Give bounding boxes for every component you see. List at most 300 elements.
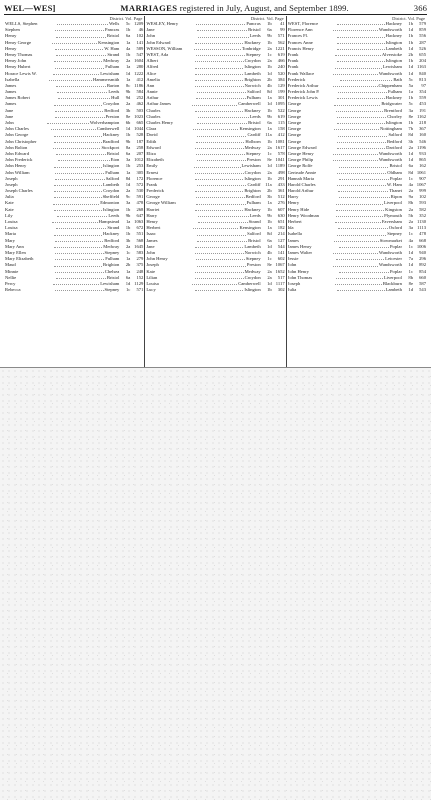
entry-district: Fulham bbox=[105, 256, 120, 262]
leader-dots bbox=[54, 182, 102, 186]
entry-volume: 2a bbox=[408, 144, 413, 150]
entry-volume: 3a bbox=[126, 157, 131, 163]
entry-district: Lambeth bbox=[385, 287, 402, 293]
entry-page: 1163 bbox=[416, 64, 426, 70]
entry-volume: 2a bbox=[125, 101, 131, 107]
entry-name: Louisa bbox=[146, 280, 159, 286]
entry-district: Fulham bbox=[105, 169, 120, 175]
entry-volume: 1b bbox=[125, 51, 131, 57]
entry-volume: 2a bbox=[408, 188, 413, 194]
leader-dots bbox=[333, 83, 377, 87]
entry-page: 141 bbox=[277, 249, 285, 255]
leader-dots bbox=[195, 170, 243, 174]
leader-dots bbox=[55, 176, 104, 180]
entry-name: Frank bbox=[146, 181, 158, 187]
entry-page: 1645 bbox=[134, 243, 144, 249]
page-number: 366 bbox=[413, 2, 427, 13]
leader-dots bbox=[333, 151, 378, 155]
entry-page: 99 bbox=[280, 27, 285, 33]
entry-name: Stephen bbox=[5, 27, 20, 33]
leader-dots bbox=[339, 176, 389, 180]
entry-volume: 3b bbox=[125, 237, 131, 243]
entry-volume: 1d bbox=[408, 287, 413, 293]
entry-district: Hampstead bbox=[98, 219, 120, 224]
entry-page: 258 bbox=[136, 144, 144, 150]
leader-dots bbox=[57, 21, 108, 25]
entry-name: George Henry bbox=[287, 150, 314, 156]
entry-name: James bbox=[146, 237, 158, 243]
entry-volume: 3a bbox=[408, 107, 413, 113]
entry-name: Kate bbox=[5, 206, 14, 212]
entry-name: Arthur James bbox=[146, 101, 171, 107]
entry-page: 543 bbox=[419, 287, 426, 293]
entry-page: 503 bbox=[136, 107, 144, 113]
entry-name: Herbert bbox=[146, 225, 161, 231]
entry-name: Lilian bbox=[146, 274, 158, 280]
entry-district: Brighton bbox=[244, 188, 261, 194]
entry-name: Albert bbox=[146, 58, 159, 64]
entry-district: Hackney bbox=[385, 21, 402, 26]
leader-dots bbox=[339, 163, 389, 167]
entry-page: 859 bbox=[419, 27, 426, 33]
leader-dots bbox=[198, 33, 249, 37]
entry-page: 551 bbox=[136, 231, 144, 237]
entry-district: Wandsworth bbox=[378, 150, 402, 156]
entry-name: Jane bbox=[5, 107, 14, 113]
entry-volume: 2a bbox=[267, 144, 272, 150]
entry-name: John Edward bbox=[5, 150, 30, 156]
entry-district: Croydon bbox=[244, 58, 261, 64]
entry-district: Medway bbox=[103, 58, 120, 64]
entry-district: Leicester bbox=[385, 256, 402, 262]
leader-dots bbox=[55, 287, 104, 291]
entry-name: James bbox=[287, 237, 299, 243]
entry-name: WELLS, Stephen bbox=[5, 21, 38, 26]
entry-volume: 3a bbox=[125, 200, 131, 206]
entry-district: Bedford bbox=[386, 138, 402, 144]
entry-district: Leeds bbox=[249, 113, 261, 119]
entry-page: 204 bbox=[419, 58, 426, 64]
entry-name: Henry Woodman bbox=[287, 212, 319, 218]
entry-volume: 2a bbox=[408, 206, 413, 212]
entry-name: Rebecca bbox=[5, 287, 21, 293]
entry-name: Charles bbox=[146, 107, 161, 113]
entry-volume: 8d bbox=[267, 231, 272, 237]
entry-district: Islington bbox=[244, 64, 261, 70]
entry-district: Croydon bbox=[244, 169, 261, 175]
entry-page: 412 bbox=[136, 76, 144, 82]
leader-dots bbox=[197, 238, 247, 242]
entry-name: Frederick bbox=[287, 76, 306, 82]
leader-dots bbox=[56, 83, 106, 87]
entry-district: Bedford bbox=[104, 237, 120, 243]
leader-dots bbox=[195, 269, 243, 273]
entry-district: Bristol bbox=[106, 274, 120, 280]
entry-page: 1209 bbox=[134, 21, 144, 26]
entry-district: Camberwell bbox=[96, 126, 120, 132]
entry-district: Islington bbox=[103, 206, 120, 212]
entry-page: 813 bbox=[419, 76, 426, 82]
entry-page: 607 bbox=[277, 206, 285, 212]
entry-volume: 1a bbox=[125, 268, 131, 274]
entry-name: WESSON, William bbox=[146, 45, 183, 51]
entry-district: Medway bbox=[103, 243, 120, 249]
entry-district: Wells bbox=[108, 21, 120, 26]
entry-name: Amelia bbox=[146, 76, 160, 82]
index-entry bbox=[145, 287, 285, 293]
leader-dots bbox=[195, 83, 243, 87]
entry-volume: 11a bbox=[265, 181, 272, 187]
leader-dots bbox=[338, 188, 388, 192]
entry-district: Bristol bbox=[106, 33, 120, 39]
entry-district: Camberwell bbox=[238, 101, 261, 107]
entry-district: Brighton bbox=[244, 76, 261, 82]
entry-volume: 1d bbox=[267, 70, 272, 76]
entry-page: 367 bbox=[419, 126, 426, 132]
leader-dots bbox=[340, 77, 392, 81]
entry-list bbox=[287, 21, 427, 293]
entry-name: James Robert bbox=[5, 95, 30, 101]
leader-dots bbox=[337, 95, 385, 99]
leader-dots bbox=[196, 256, 245, 260]
entry-page: 660 bbox=[419, 274, 426, 280]
leader-dots bbox=[55, 46, 104, 50]
entry-volume: 1b bbox=[267, 138, 272, 144]
entry-name: Kate bbox=[5, 200, 14, 206]
entry-page: 512 bbox=[277, 194, 285, 200]
entry-page: 526 bbox=[419, 45, 426, 51]
leader-dots bbox=[334, 238, 379, 242]
leader-dots bbox=[54, 194, 102, 198]
entry-volume: 1c bbox=[408, 175, 413, 181]
blank-scan-area bbox=[0, 368, 431, 800]
entry-volume: 8a bbox=[126, 144, 131, 150]
entry-name: WEST, Florence bbox=[287, 21, 319, 26]
entry-district: Salford bbox=[388, 132, 402, 138]
entry-district: Fulham bbox=[387, 89, 402, 95]
entry-page: 1130 bbox=[416, 219, 426, 224]
entry-district: Kensington bbox=[98, 39, 120, 45]
entry-volume: 2b bbox=[408, 51, 413, 57]
entry-volume: 2a bbox=[267, 58, 272, 64]
leader-dots bbox=[58, 95, 110, 99]
entry-district: Tonbridge bbox=[241, 45, 261, 51]
entry-name: George bbox=[287, 138, 302, 144]
leader-dots bbox=[52, 40, 98, 44]
entry-page: 296 bbox=[419, 256, 426, 262]
entry-volume: 8c bbox=[125, 82, 131, 88]
entry-page: 1617 bbox=[275, 144, 285, 150]
entry-district: Kensington bbox=[239, 126, 261, 132]
entry-page: 498 bbox=[277, 169, 285, 175]
entry-volume: 8d bbox=[267, 89, 272, 95]
entry-district: Stepney bbox=[245, 150, 261, 156]
entry-page: 240 bbox=[277, 64, 285, 70]
entry-page: 1012 bbox=[134, 157, 144, 163]
leader-dots bbox=[54, 139, 102, 143]
leader-dots bbox=[195, 244, 243, 248]
entry-name: WESLEY, Henry bbox=[146, 21, 179, 26]
entry-district: Bristol bbox=[248, 27, 261, 33]
entry-district: Stepney bbox=[387, 231, 402, 237]
entry-volume: 8d bbox=[125, 175, 131, 181]
entry-page: 854 bbox=[419, 268, 426, 274]
entry-name: Mary Elizabeth bbox=[5, 256, 34, 262]
entry-page: 162 bbox=[419, 163, 426, 169]
leader-dots bbox=[333, 250, 378, 254]
entry-name: David bbox=[146, 132, 158, 138]
entry-district: Stockport bbox=[101, 144, 120, 150]
entry-name: John Henry bbox=[287, 268, 309, 274]
leader-dots bbox=[197, 120, 247, 124]
entry-name: John Charles bbox=[5, 126, 29, 132]
entry-district: Preston bbox=[246, 157, 261, 163]
entry-name: Isabella bbox=[287, 231, 302, 237]
entry-page: 1061 bbox=[416, 169, 426, 175]
entry-district: Leeds bbox=[108, 212, 120, 218]
entry-name: Louisa bbox=[5, 219, 18, 224]
entry-name: John George bbox=[5, 132, 29, 138]
leader-dots bbox=[55, 114, 104, 118]
leader-dots bbox=[336, 213, 383, 217]
entry-name: John bbox=[146, 33, 156, 39]
entry-volume: 1b bbox=[408, 21, 413, 26]
entry-volume: 9b bbox=[267, 212, 272, 218]
entry-page: 1129 bbox=[134, 280, 144, 286]
entry-page: 291 bbox=[277, 175, 285, 181]
entry-page: 302 bbox=[277, 287, 285, 293]
index-entry bbox=[287, 287, 427, 293]
entry-page: 1067 bbox=[275, 262, 285, 268]
leader-dots bbox=[194, 46, 241, 50]
leader-dots bbox=[337, 46, 385, 50]
entry-volume: 1a bbox=[125, 219, 131, 224]
entry-district: W. Ham bbox=[386, 181, 402, 187]
entry-district: Edmonton bbox=[100, 200, 120, 206]
entry-name: John Frederick bbox=[5, 157, 33, 163]
entry-volume: 4a bbox=[408, 181, 413, 187]
leader-dots bbox=[193, 225, 239, 229]
entry-page: 384 bbox=[277, 76, 285, 82]
entry-name: Isabella bbox=[5, 76, 20, 82]
entry-district: Wandsworth bbox=[378, 27, 402, 33]
entry-volume: 1a bbox=[408, 89, 413, 95]
entry-name: Alfred bbox=[146, 64, 159, 70]
leader-dots bbox=[194, 163, 241, 167]
leader-dots bbox=[192, 101, 237, 105]
leader-dots bbox=[192, 281, 237, 285]
entry-name: Henry George bbox=[5, 39, 32, 45]
entry-volume: 1c bbox=[408, 243, 413, 249]
leader-dots bbox=[54, 58, 102, 62]
entry-volume: 1a bbox=[267, 225, 272, 231]
entry-volume: 5c bbox=[125, 21, 131, 26]
entry-page: 1023 bbox=[134, 113, 144, 119]
entry-district: Bristol bbox=[389, 163, 402, 169]
entry-district: Blackburn bbox=[382, 280, 402, 286]
entry-name: Edward bbox=[146, 144, 161, 150]
entry-name: Frederick Lewis bbox=[287, 95, 318, 101]
entry-district: Poplar bbox=[390, 268, 402, 274]
entry-name: Henry Thomas bbox=[5, 51, 33, 57]
entry-page: 865 bbox=[419, 157, 426, 163]
leader-dots bbox=[53, 200, 100, 204]
entry-district: Lewisham bbox=[382, 64, 402, 70]
entry-name: Frederick John P. bbox=[287, 89, 320, 95]
entry-district: Holborn bbox=[245, 138, 261, 144]
entry-district: Bradford bbox=[102, 138, 120, 144]
entry-page: 556 bbox=[419, 33, 426, 39]
entry-volume: 2a bbox=[267, 274, 272, 280]
entry-page: 1081 bbox=[275, 138, 285, 144]
entry-page: 940 bbox=[419, 249, 426, 255]
entry-volume: 2a bbox=[267, 169, 272, 175]
entry-page: 352 bbox=[419, 212, 426, 218]
entry-district: Dartford bbox=[386, 144, 402, 150]
entry-volume: 8d bbox=[408, 132, 413, 138]
entry-district: Liverpool bbox=[383, 274, 402, 280]
entry-volume: 2b bbox=[267, 76, 272, 82]
entry-name: Hannah Maria bbox=[287, 175, 315, 181]
entry-volume: 8e bbox=[408, 113, 413, 119]
leader-dots bbox=[195, 188, 243, 192]
entry-volume: 8b bbox=[408, 200, 413, 206]
entry-district: Hull bbox=[111, 95, 120, 101]
entry-page: 172 bbox=[136, 175, 144, 181]
entry-volume: 6a bbox=[267, 237, 272, 243]
entry-page: 840 bbox=[419, 70, 426, 76]
leader-dots bbox=[56, 275, 106, 279]
leader-dots bbox=[196, 151, 245, 155]
entry-volume: 2b bbox=[125, 262, 131, 268]
entry-page: 214 bbox=[277, 231, 285, 237]
leader-dots bbox=[337, 182, 386, 186]
entry-volume: 1a bbox=[267, 200, 272, 206]
entry-volume: 1d bbox=[408, 157, 413, 163]
entry-district: Wolverhampton bbox=[89, 120, 120, 125]
entry-name: Charles Henry bbox=[146, 120, 173, 125]
leader-dots bbox=[55, 64, 104, 68]
entry-district: Lambeth bbox=[244, 243, 261, 249]
entry-name: Jane bbox=[146, 27, 155, 33]
entry-volume: 2a bbox=[125, 188, 131, 194]
entry-page: 46 bbox=[138, 27, 144, 33]
entry-volume: 6a bbox=[267, 27, 272, 33]
entry-name: Joseph bbox=[146, 262, 159, 268]
entry-volume: 1b bbox=[408, 120, 413, 125]
leader-dots bbox=[49, 77, 92, 81]
entry-page: 1222 bbox=[134, 70, 144, 76]
entry-district: Hammersmith bbox=[93, 76, 120, 82]
entry-volume: 1d bbox=[125, 70, 131, 76]
entry-page: 182 bbox=[277, 225, 285, 231]
entry-volume: 6a bbox=[125, 274, 131, 280]
entry-volume: 1b bbox=[125, 225, 131, 231]
entry-page: 141 bbox=[136, 39, 144, 45]
leader-dots bbox=[333, 27, 378, 31]
entry-district: Bath bbox=[393, 76, 402, 82]
entry-district: Barton bbox=[106, 82, 120, 88]
entry-page: 933 bbox=[419, 150, 426, 156]
leader-dots bbox=[195, 40, 243, 44]
entry-page: 619 bbox=[277, 113, 285, 119]
entry-name: James bbox=[5, 101, 17, 107]
entry-volume: 1d bbox=[408, 150, 413, 156]
entry-district: Poplar bbox=[390, 243, 402, 249]
entry-name: Frederick bbox=[146, 188, 164, 194]
entry-name: John bbox=[146, 249, 156, 255]
entry-name: George bbox=[287, 126, 302, 132]
entry-volume: 1b bbox=[267, 219, 272, 224]
leader-dots bbox=[53, 145, 100, 149]
leader-dots bbox=[55, 238, 104, 242]
entry-name: Minnie bbox=[5, 268, 19, 274]
column-1 bbox=[4, 16, 144, 368]
entry-name: George Rolfe bbox=[287, 163, 313, 169]
entry-volume: 1d bbox=[267, 243, 272, 249]
entry-page: 102 bbox=[136, 33, 144, 39]
entry-name: John Henry bbox=[146, 256, 168, 262]
leader-dots bbox=[56, 52, 106, 56]
entry-page: 589 bbox=[136, 45, 144, 51]
entry-district: Nottingham bbox=[380, 126, 402, 132]
entry-district: Wandsworth bbox=[378, 157, 402, 163]
entry-page: 619 bbox=[277, 51, 285, 57]
column-header: District. Vol. Page bbox=[392, 16, 425, 21]
entry-page: 1006 bbox=[416, 243, 426, 249]
entry-page: 999 bbox=[419, 188, 426, 194]
entry-district: Hackney bbox=[244, 39, 261, 45]
leader-dots bbox=[195, 77, 243, 81]
entry-volume: 1d bbox=[125, 126, 131, 132]
leader-dots bbox=[336, 200, 383, 204]
entry-volume: 1b bbox=[408, 95, 413, 101]
leader-dots bbox=[198, 219, 248, 223]
entry-page: 160 bbox=[419, 132, 426, 138]
entry-district: Islington bbox=[244, 287, 261, 293]
entry-name: Harry bbox=[146, 212, 158, 218]
leader-dots bbox=[195, 250, 243, 254]
leader-dots bbox=[57, 89, 108, 93]
entry-volume: 3a bbox=[408, 225, 413, 231]
entry-district: Camberwell bbox=[238, 280, 261, 286]
entry-district: Lambeth bbox=[385, 45, 402, 51]
entry-district: Kingston bbox=[385, 206, 402, 212]
entry-district: Preston bbox=[105, 113, 120, 119]
entry-page: 1186 bbox=[134, 82, 144, 88]
entry-district: Fulham bbox=[105, 64, 120, 70]
entry-name: George William bbox=[146, 200, 176, 206]
entry-name: George bbox=[287, 113, 302, 119]
entry-volume: 1d bbox=[267, 163, 272, 169]
leader-dots bbox=[54, 132, 102, 136]
entry-district: Leeds bbox=[108, 89, 120, 95]
entry-district: Wandsworth bbox=[378, 249, 402, 255]
entry-page: 152 bbox=[136, 274, 144, 280]
entry-volume: 1d bbox=[408, 27, 413, 33]
entry-district: Salford bbox=[247, 89, 261, 95]
leader-dots bbox=[198, 114, 249, 118]
entry-volume: 2a bbox=[408, 219, 413, 224]
entry-page: 1041 bbox=[275, 157, 285, 163]
entry-name: John Christopher bbox=[5, 138, 37, 144]
entry-page: 199 bbox=[277, 89, 285, 95]
entry-district: Kensington bbox=[239, 225, 261, 231]
column-header: District. Vol. Page bbox=[109, 16, 143, 21]
entry-volume: 8e bbox=[267, 262, 272, 268]
entry-district: Stepney bbox=[245, 51, 261, 57]
entry-volume: 1a bbox=[126, 39, 131, 45]
